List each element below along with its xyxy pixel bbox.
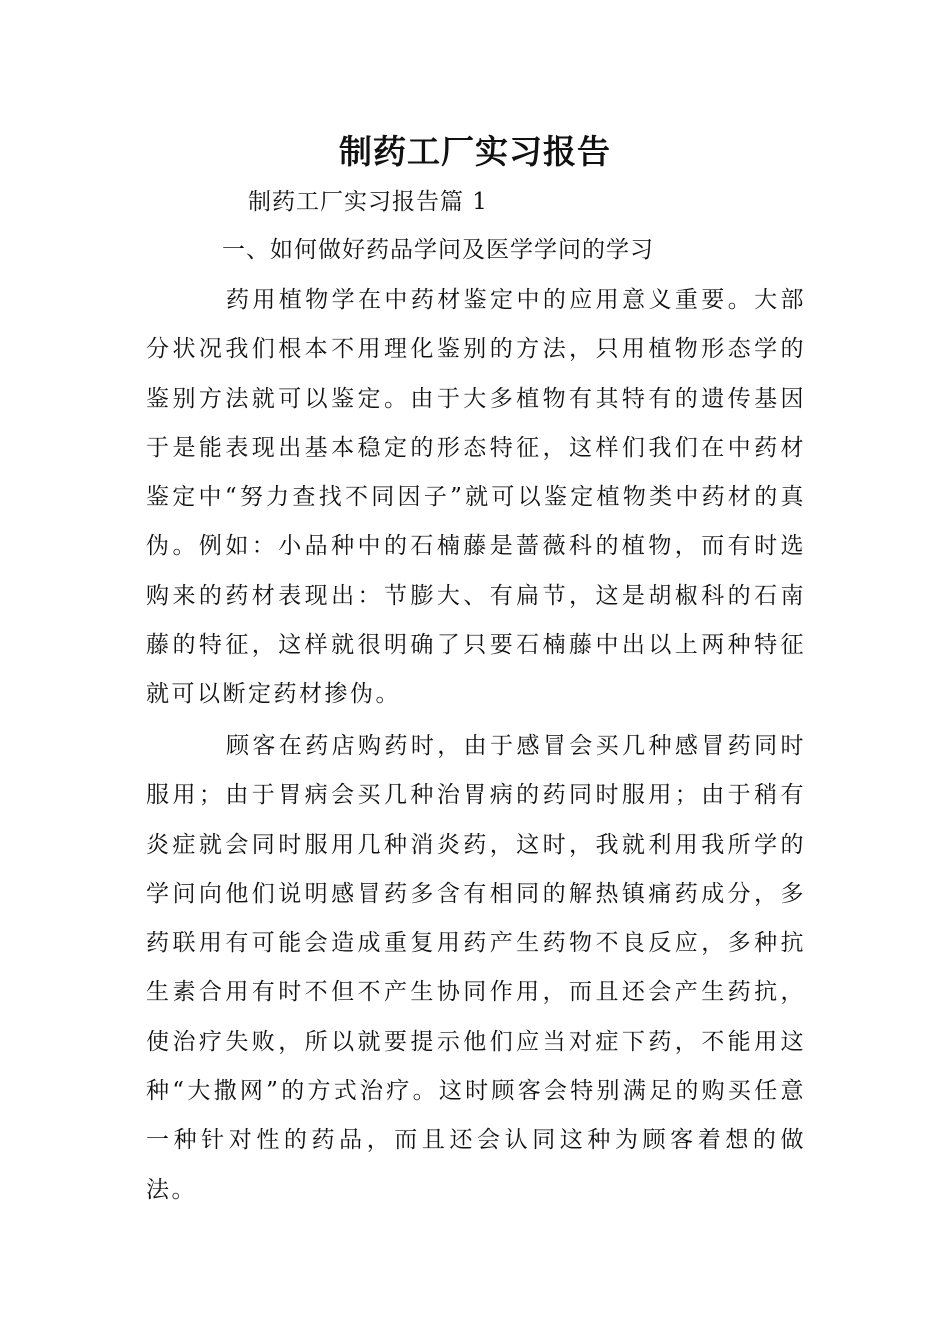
document-title: 制药工厂实习报告 xyxy=(339,132,611,171)
section-heading: 一、如何做好药品学问及医学学问的学习 xyxy=(222,237,654,263)
document-subtitle: 制药工厂实习报告篇 1 xyxy=(248,189,488,215)
body-paragraph: 药用植物学在中药材鉴定中的应用意义重要。大部分状况我们根本不用理化鉴别的方法，只用植物形态学的鉴别方法就可以鉴定。由于大多植物有其特有的遗传基因于是能表现出基本稳定的形态特征，这样们我们在中药材鉴定中“努力查找不同因子”就可以鉴定植物类中药材的真伪。例如：小品种中的石楠藤是蔷薇科的植物，而有时选购来的药材表现出：节膨大、有扁节，这是胡椒科的石南藤的特征，这样就很明确了只要石楠藤中出以上两种特征就可以断定药材掺伪。 xyxy=(146,287,806,708)
body-paragraph: 顾客在药店购药时，由于感冒会买几种感冒药同时服用；由于胃病会买几种治胃病的药同时服用；由于稍有炎症就会同时服用几种消炎药，这时，我就利用我所学的学问向他们说明感冒药多含有相同的解热镇痛药成分，多药联用有可能会造成重复用药产生药物不良反应，多种抗生素合用有时不但不产生协同作用，而且还会产生药抗，使治疗失败，所以就要提示他们应当对症下药，不能用这种“大撒网”的方式治疗。这时顾客会特别满足的购买任意一种针对性的药品，而且还会认同这种为顾客着想的做法。 xyxy=(146,733,806,1203)
